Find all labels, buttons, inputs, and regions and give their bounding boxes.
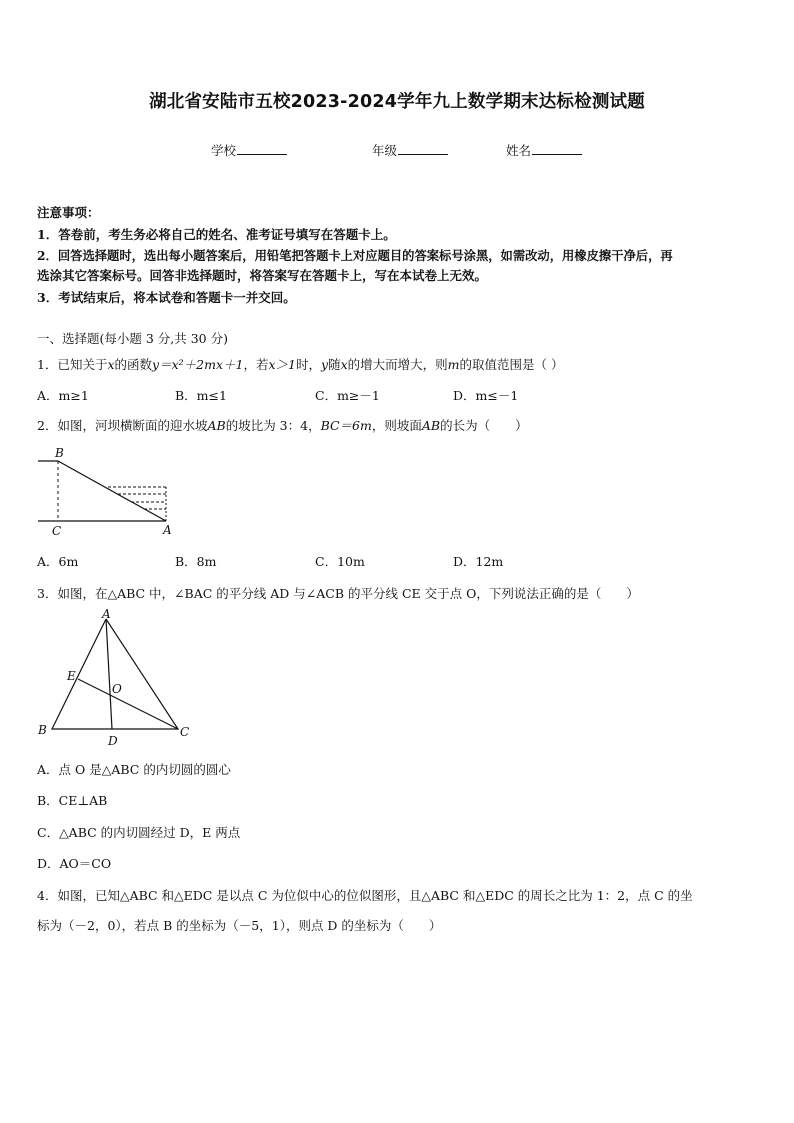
school-label: 学校 [211,143,237,158]
question-1 [37,355,564,373]
q1-text: 的取值范围是（ ） [459,357,564,372]
page-title: 湖北省安陆市五校2023-2024学年九上数学期末达标检测试题 [149,92,645,112]
q1-option-c[interactable]: C．m≥－1 [315,388,380,403]
q1-var-m: m [447,357,460,372]
section-heading: 一、选择题(每小题 3 分,共 30 分) [37,331,228,346]
label-c: C [52,524,62,538]
q1-formula: y＝x²＋2mx＋1 [152,357,244,372]
q3-option-c[interactable]: C．△ABC 的内切圆经过 D，E 两点 [37,825,241,840]
q2-text: 2．如图，河坝横断面的迎水坡 [37,418,208,433]
label-b: B [38,723,47,737]
q1-text: 时， [296,357,322,372]
name-label: 姓名 [506,143,532,158]
q1-var-x: x [107,357,115,372]
dam-cross-section-figure [36,444,176,540]
q2-bc-length: BC＝6m [320,418,372,433]
q2-text: ，则坡面 [371,418,422,433]
q1-var-y: y [321,357,329,372]
q1-condition: x＞1 [268,357,296,372]
q1-text: 1．已知关于 [37,357,108,372]
triangle-abc-figure [30,607,200,747]
name-blank [532,142,582,155]
label-b: B [55,446,64,460]
question-3: 3．如图，在△ABC 中，∠BAC 的平分线 AD 与∠ACB 的平分线 CE 交于点 O，下列说法正确的是（ ） [37,586,639,601]
note-2a: 2．回答选择题时，选出每小题答案后，用铅笔把答题卡上对应题目的答案标号涂黑，如需改动，用橡皮擦干净后，再 [37,248,673,263]
grade-blank [398,142,448,155]
q1-text: 随 [328,357,341,372]
question-4-line-1: 4．如图，已知△ABC 和△EDC 是以点 C 为位似中心的位似图形，且△ABC 和△EDC 的周长之比为 1：2，点 C 的坐 [37,888,693,903]
q2-text: 的长为（ ） [440,418,528,433]
q2-option-b[interactable]: B．8m [175,554,217,569]
q1-option-a[interactable]: A．m≥1 [37,388,89,403]
note-3: 3．考试结束后，将本试卷和答题卡一并交回。 [37,290,296,305]
q1-option-d[interactable]: D．m≤－1 [453,388,519,403]
q1-text: ，若 [243,357,269,372]
label-a: A [163,523,172,537]
q2-option-d[interactable]: D．12m [453,554,504,569]
grade-field [372,141,448,159]
notes-heading: 注意事项： [37,205,100,220]
name-field [506,141,582,159]
label-a: A [102,607,111,621]
slope-ab [58,461,166,521]
note-2b: 选涂其它答案标号。回答非选择题时，将答案写在答题卡上，写在本试卷上无效。 [37,268,488,283]
note-1: 1．答卷前，考生务必将自己的姓名、准考证号填写在答题卡上。 [37,227,396,242]
question-2 [37,416,528,434]
bisector-ce [78,679,178,729]
q1-text: 的函数 [114,357,153,372]
label-c: C [180,725,190,739]
question-4-line-2: 标为（－2，0），若点 B 的坐标为（－5，1），则点 D 的坐标为（ ） [37,918,442,933]
q3-option-a[interactable]: A．点 O 是△ABC 的内切圆的圆心 [37,762,231,777]
grade-label: 年级 [372,143,398,158]
label-d: D [108,734,118,747]
q1-var-x: x [340,357,348,372]
q2-segment-ab: AB [421,418,441,433]
label-e: E [67,669,76,683]
q1-option-b[interactable]: B．m≤1 [175,388,227,403]
bisector-ad [106,619,112,729]
q3-option-d[interactable]: D．AO＝CO [37,856,112,871]
q3-option-b[interactable]: B．CE⊥AB [37,793,108,808]
school-blank [237,142,287,155]
q2-option-a[interactable]: A．6m [37,554,79,569]
q2-segment-ab: AB [207,418,226,433]
q2-text: 的坡比为 3：4， [225,418,321,433]
school-field [211,141,287,159]
q2-option-c[interactable]: C．10m [315,554,365,569]
label-o: O [112,682,122,696]
q1-text: 的增大而增大，则 [347,357,448,372]
